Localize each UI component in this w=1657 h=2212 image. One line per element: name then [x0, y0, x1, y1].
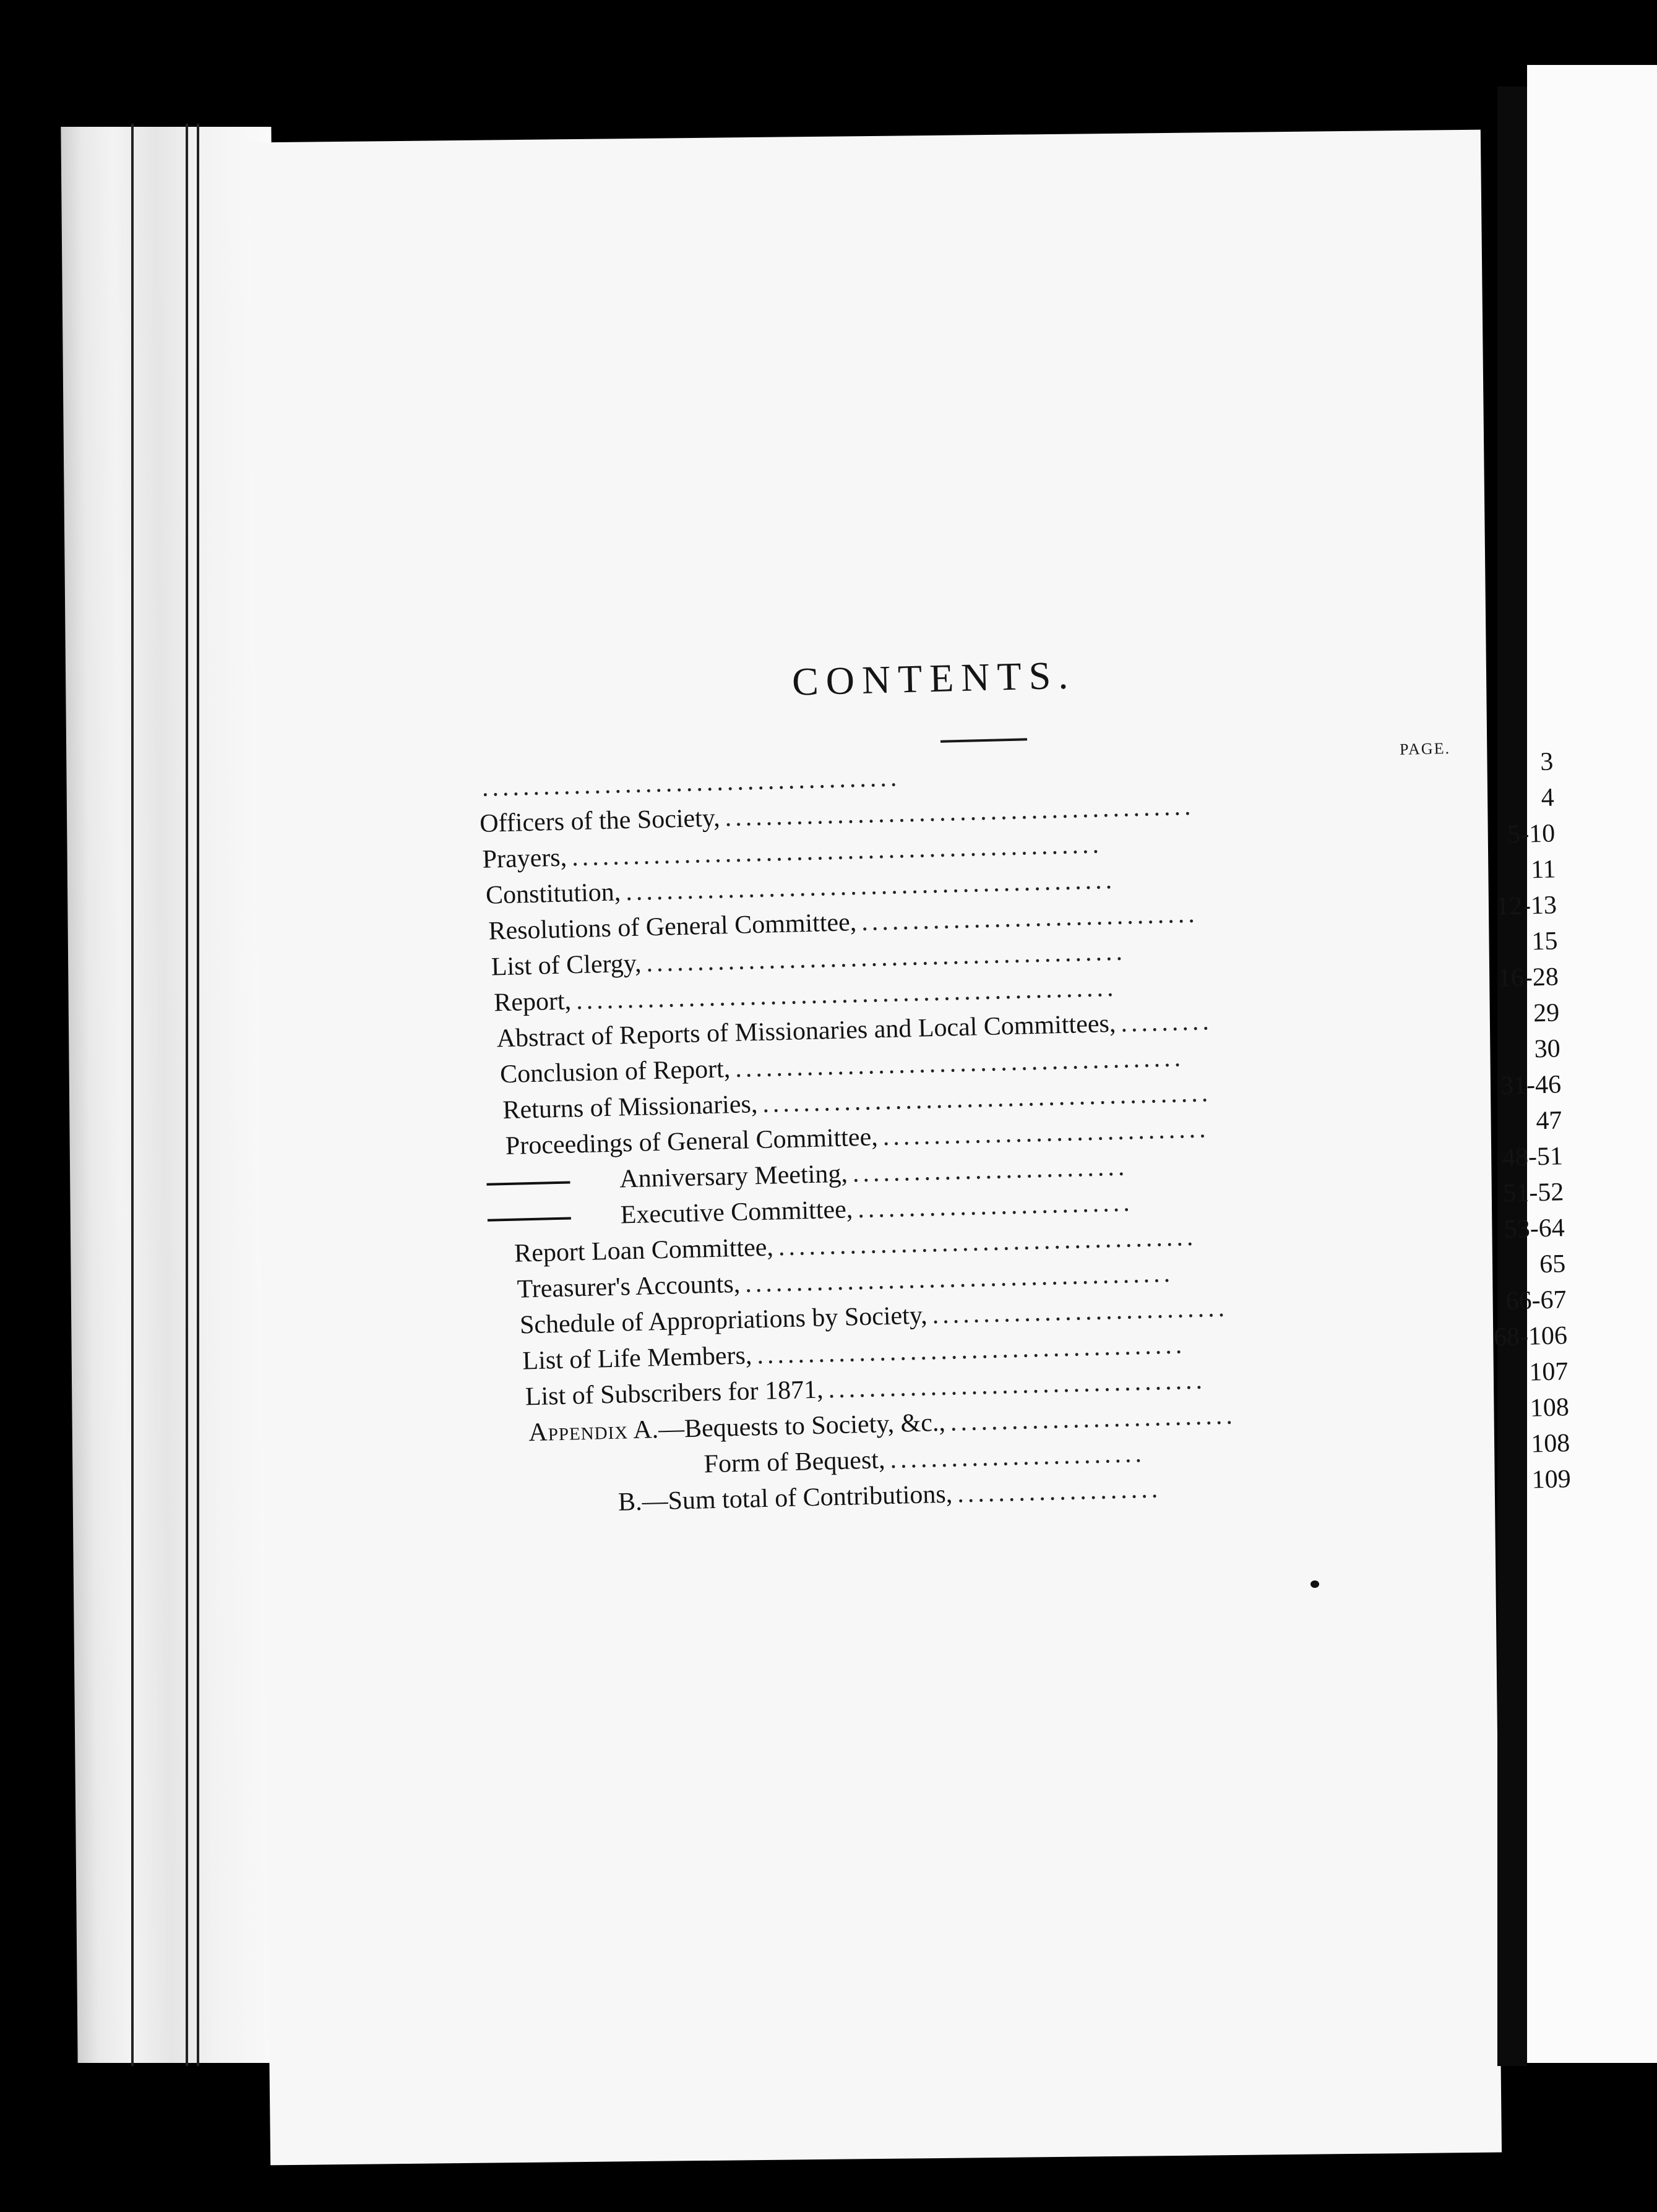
toc-entry-label — [517, 1269, 741, 1305]
toc-entry-page: 48-51 — [1502, 1142, 1564, 1172]
toc-entry-page: 53-64 — [1504, 1214, 1565, 1244]
toc-entry-label — [485, 877, 621, 910]
toc-entry-text: List of Life Members, — [522, 1341, 752, 1376]
toc-entry-text: List of Subscribers for 1871, — [525, 1375, 824, 1412]
dot-leader: ........................... — [857, 1188, 1134, 1224]
dot-leader: ........................... — [852, 1152, 1129, 1188]
toc-entry-label — [704, 1445, 885, 1479]
dot-leader: ..................................................... — [575, 973, 1117, 1016]
toc-entry-text: Constitution, — [485, 878, 621, 910]
dot-leader: ............................. — [931, 1293, 1229, 1330]
dot-leader: ................................. — [861, 899, 1199, 937]
toc-entry-text: Form of Bequest, — [704, 1446, 885, 1479]
toc-entry-page: 29 — [1533, 998, 1560, 1028]
toc-entry-text: B.—Sum total of Contributions, — [618, 1480, 953, 1517]
toc-entry-page: 16-28 — [1497, 962, 1559, 993]
dot-leader: ............................................... — [645, 937, 1127, 978]
toc-entry-page: 4 — [1541, 783, 1555, 812]
toc-entry-text: Schedule of Appropriations by Society, — [519, 1301, 928, 1340]
contents-heading: CONTENTS. — [791, 653, 1077, 704]
page-column-heading: PAGE. — [1399, 739, 1451, 758]
dot-leader: ................................ — [882, 1115, 1210, 1152]
toc-entry-page: 66-67 — [1505, 1285, 1567, 1316]
toc-entry-page: 107 — [1528, 1357, 1569, 1387]
toc-entry-text: Conclusion of Report, — [499, 1055, 731, 1089]
dot-leader: ......................................... — [481, 763, 901, 802]
toc-entry-page: 5-10 — [1507, 819, 1556, 849]
toc-entry-page: 15 — [1531, 927, 1558, 956]
toc-entry-page: 109 — [1531, 1465, 1572, 1494]
toc-entry-page: 3 — [1539, 747, 1554, 776]
edge-line — [197, 124, 199, 2066]
toc-entry-page: 30 — [1534, 1034, 1561, 1064]
toc-entry-page: 108 — [1530, 1393, 1570, 1423]
toc-entry-text: Report, — [493, 987, 572, 1018]
dot-leader: ................................................ — [625, 865, 1116, 907]
toc-entry-text: Abstract of Reports of Missionaries and Local Committees, — [496, 1009, 1116, 1053]
dot-leader: ......................................... — [778, 1222, 1197, 1262]
toc-entry-text: Executive Committee, — [620, 1195, 853, 1230]
toc-entry-text: Report Loan Committee, — [514, 1233, 774, 1268]
dot-leader: .......................................... — [744, 1259, 1174, 1298]
dot-leader: .................................................... — [571, 830, 1103, 872]
toc-entry-label — [494, 986, 572, 1018]
toc-entry-text: Resolutions of General Committee, — [488, 908, 857, 946]
toc-entry-text: Treasurer's Accounts, — [517, 1269, 741, 1304]
toc-entry-text: Returns of Missionaries, — [502, 1090, 758, 1125]
dot-leader: .............................................. — [724, 792, 1195, 833]
toc-entry-text: Anniversary Meeting, — [619, 1159, 848, 1194]
toc-entry-page: 51-52 — [1502, 1178, 1564, 1208]
dot-leader: ............................................ — [734, 1044, 1185, 1083]
table-of-contents — [476, 740, 1571, 1520]
toc-entry-page: 11 — [1530, 855, 1557, 885]
toc-entry-text: A.—Bequests to Society, &c., — [627, 1408, 946, 1445]
dot-leader: ............................ — [950, 1401, 1237, 1437]
toc-entry-page: 65 — [1539, 1250, 1566, 1279]
edge-line — [186, 124, 188, 2066]
toc-entry-text: Proceedings of General Committee, — [505, 1123, 879, 1161]
toc-entry-page: 108 — [1530, 1429, 1570, 1459]
toc-entry-page: 31-46 — [1500, 1070, 1562, 1100]
edge-line — [131, 124, 134, 2066]
dot-leader: ..................................... — [827, 1366, 1207, 1404]
dot-leader: ......... — [1120, 1007, 1213, 1038]
dot-leader: ............................................ — [762, 1079, 1212, 1118]
appendix-label: Appendix — [528, 1416, 629, 1447]
toc-entry-text: Prayers, — [482, 843, 567, 874]
ditto-rule — [488, 1217, 571, 1222]
ink-speck — [1311, 1580, 1319, 1588]
toc-entry-text: Officers of the Society, — [479, 804, 721, 838]
dot-leader: .......................................... — [756, 1331, 1186, 1370]
toc-entry-label — [482, 842, 567, 874]
toc-entry-page: 68-106 — [1493, 1321, 1568, 1352]
dot-leader: .................... — [957, 1475, 1162, 1509]
toc-entry-text: List of Clergy, — [491, 949, 642, 982]
toc-entry-label — [491, 949, 642, 982]
toc-entry-page: 47 — [1535, 1106, 1563, 1136]
toc-entry-page: 12-13 — [1496, 891, 1557, 921]
ditto-rule — [486, 1181, 570, 1186]
dot-leader: ......................... — [889, 1439, 1146, 1474]
